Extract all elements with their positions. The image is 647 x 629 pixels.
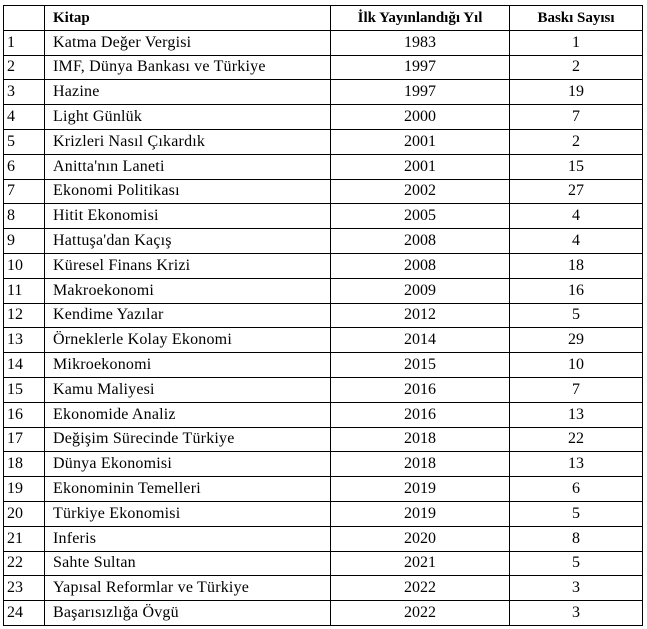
first-published-year: 2009: [331, 278, 510, 303]
book-title: IMF, Dünya Bankası ve Türkiye: [45, 55, 331, 80]
table-row: [4, 477, 643, 502]
row-number: 21: [4, 526, 45, 551]
first-published-year: 2000: [331, 105, 510, 130]
print-count: 5: [510, 303, 643, 328]
print-count: 10: [510, 353, 643, 378]
first-published-year: 2022: [331, 601, 510, 626]
book-title: Inferis: [45, 526, 331, 551]
print-count: 22: [510, 427, 643, 452]
table-row: [4, 452, 643, 477]
print-count: 16: [510, 278, 643, 303]
first-published-year: 2016: [331, 377, 510, 402]
table-row: [4, 353, 643, 378]
table-row: [4, 526, 643, 551]
book-title: Ekonomide Analiz: [45, 402, 331, 427]
print-count: 7: [510, 377, 643, 402]
print-count: 27: [510, 179, 643, 204]
print-count: 4: [510, 204, 643, 229]
first-published-year: 2001: [331, 129, 510, 154]
first-published-year: 2021: [331, 551, 510, 576]
table-row: [4, 30, 643, 55]
row-number: 12: [4, 303, 45, 328]
first-published-year: 2002: [331, 179, 510, 204]
table-row: [4, 154, 643, 179]
first-published-year: 2008: [331, 253, 510, 278]
book-title: Küresel Finans Krizi: [45, 253, 331, 278]
table-row: [4, 551, 643, 576]
first-published-year: 2005: [331, 204, 510, 229]
print-count: 5: [510, 551, 643, 576]
book-title: Ekonomi Politikası: [45, 179, 331, 204]
book-title: Krizleri Nasıl Çıkardık: [45, 129, 331, 154]
row-number: 6: [4, 154, 45, 179]
row-number: 16: [4, 402, 45, 427]
table-row: [4, 427, 643, 452]
first-published-year: 2001: [331, 154, 510, 179]
first-published-year: 2020: [331, 526, 510, 551]
book-title: Makroekonomi: [45, 278, 331, 303]
book-title: Hattuşa'dan Kaçış: [45, 229, 331, 254]
first-published-year: 2014: [331, 328, 510, 353]
row-number: 4: [4, 105, 45, 130]
print-count: 3: [510, 601, 643, 626]
header-row: [4, 6, 643, 31]
first-published-year: 2019: [331, 477, 510, 502]
row-number: 20: [4, 501, 45, 526]
first-published-year: 2022: [331, 576, 510, 601]
row-number: 15: [4, 377, 45, 402]
row-number: 18: [4, 452, 45, 477]
row-number: 9: [4, 229, 45, 254]
first-published-year: 2018: [331, 427, 510, 452]
table-row: [4, 278, 643, 303]
print-count: 15: [510, 154, 643, 179]
first-published-year: 2015: [331, 353, 510, 378]
print-count: 7: [510, 105, 643, 130]
row-number: 14: [4, 353, 45, 378]
table-row: [4, 229, 643, 254]
book-title: Türkiye Ekonomisi: [45, 501, 331, 526]
header-first-published-year: İlk Yayınlandığı Yıl: [331, 6, 510, 31]
print-count: 18: [510, 253, 643, 278]
print-count: 4: [510, 229, 643, 254]
print-count: 13: [510, 402, 643, 427]
table-row: [4, 80, 643, 105]
print-count: 3: [510, 576, 643, 601]
print-count: 13: [510, 452, 643, 477]
row-number: 1: [4, 30, 45, 55]
first-published-year: 1997: [331, 80, 510, 105]
book-title: Hitit Ekonomisi: [45, 204, 331, 229]
header-number: [4, 6, 45, 31]
book-title: Dünya Ekonomisi: [45, 452, 331, 477]
header-book-title: Kitap: [45, 6, 331, 31]
first-published-year: 2018: [331, 452, 510, 477]
row-number: 11: [4, 278, 45, 303]
book-title: Değişim Sürecinde Türkiye: [45, 427, 331, 452]
book-title: Başarısızlığa Övgü: [45, 601, 331, 626]
first-published-year: 2008: [331, 229, 510, 254]
print-count: 8: [510, 526, 643, 551]
books-table: [3, 5, 643, 626]
print-count: 6: [510, 477, 643, 502]
book-title: Ekonominin Temelleri: [45, 477, 331, 502]
print-count: 19: [510, 80, 643, 105]
row-number: 17: [4, 427, 45, 452]
book-title: Örneklerle Kolay Ekonomi: [45, 328, 331, 353]
table-row: [4, 129, 643, 154]
table-row: [4, 179, 643, 204]
first-published-year: 1997: [331, 55, 510, 80]
book-title: Mikroekonomi: [45, 353, 331, 378]
table-row: [4, 328, 643, 353]
row-number: 8: [4, 204, 45, 229]
first-published-year: 1983: [331, 30, 510, 55]
table-row: [4, 501, 643, 526]
table-row: [4, 303, 643, 328]
book-title: Yapısal Reformlar ve Türkiye: [45, 576, 331, 601]
row-number: 7: [4, 179, 45, 204]
print-count: 29: [510, 328, 643, 353]
book-title: Anitta'nın Laneti: [45, 154, 331, 179]
row-number: 24: [4, 601, 45, 626]
book-title: Sahte Sultan: [45, 551, 331, 576]
row-number: 23: [4, 576, 45, 601]
table-row: [4, 377, 643, 402]
table-row: [4, 253, 643, 278]
table-row: [4, 576, 643, 601]
row-number: 5: [4, 129, 45, 154]
book-title: Kendime Yazılar: [45, 303, 331, 328]
first-published-year: 2012: [331, 303, 510, 328]
row-number: 19: [4, 477, 45, 502]
print-count: 2: [510, 55, 643, 80]
row-number: 13: [4, 328, 45, 353]
first-published-year: 2016: [331, 402, 510, 427]
first-published-year: 2019: [331, 501, 510, 526]
header-print-count: Baskı Sayısı: [510, 6, 643, 31]
book-title: Katma Değer Vergisi: [45, 30, 331, 55]
table-row: [4, 601, 643, 626]
print-count: 5: [510, 501, 643, 526]
book-title: Light Günlük: [45, 105, 331, 130]
book-title: Kamu Maliyesi: [45, 377, 331, 402]
row-number: 10: [4, 253, 45, 278]
table-row: [4, 55, 643, 80]
table-row: [4, 402, 643, 427]
print-count: 2: [510, 129, 643, 154]
table-row: [4, 105, 643, 130]
row-number: 2: [4, 55, 45, 80]
table-row: [4, 204, 643, 229]
row-number: 3: [4, 80, 45, 105]
book-title: Hazine: [45, 80, 331, 105]
row-number: 22: [4, 551, 45, 576]
print-count: 1: [510, 30, 643, 55]
